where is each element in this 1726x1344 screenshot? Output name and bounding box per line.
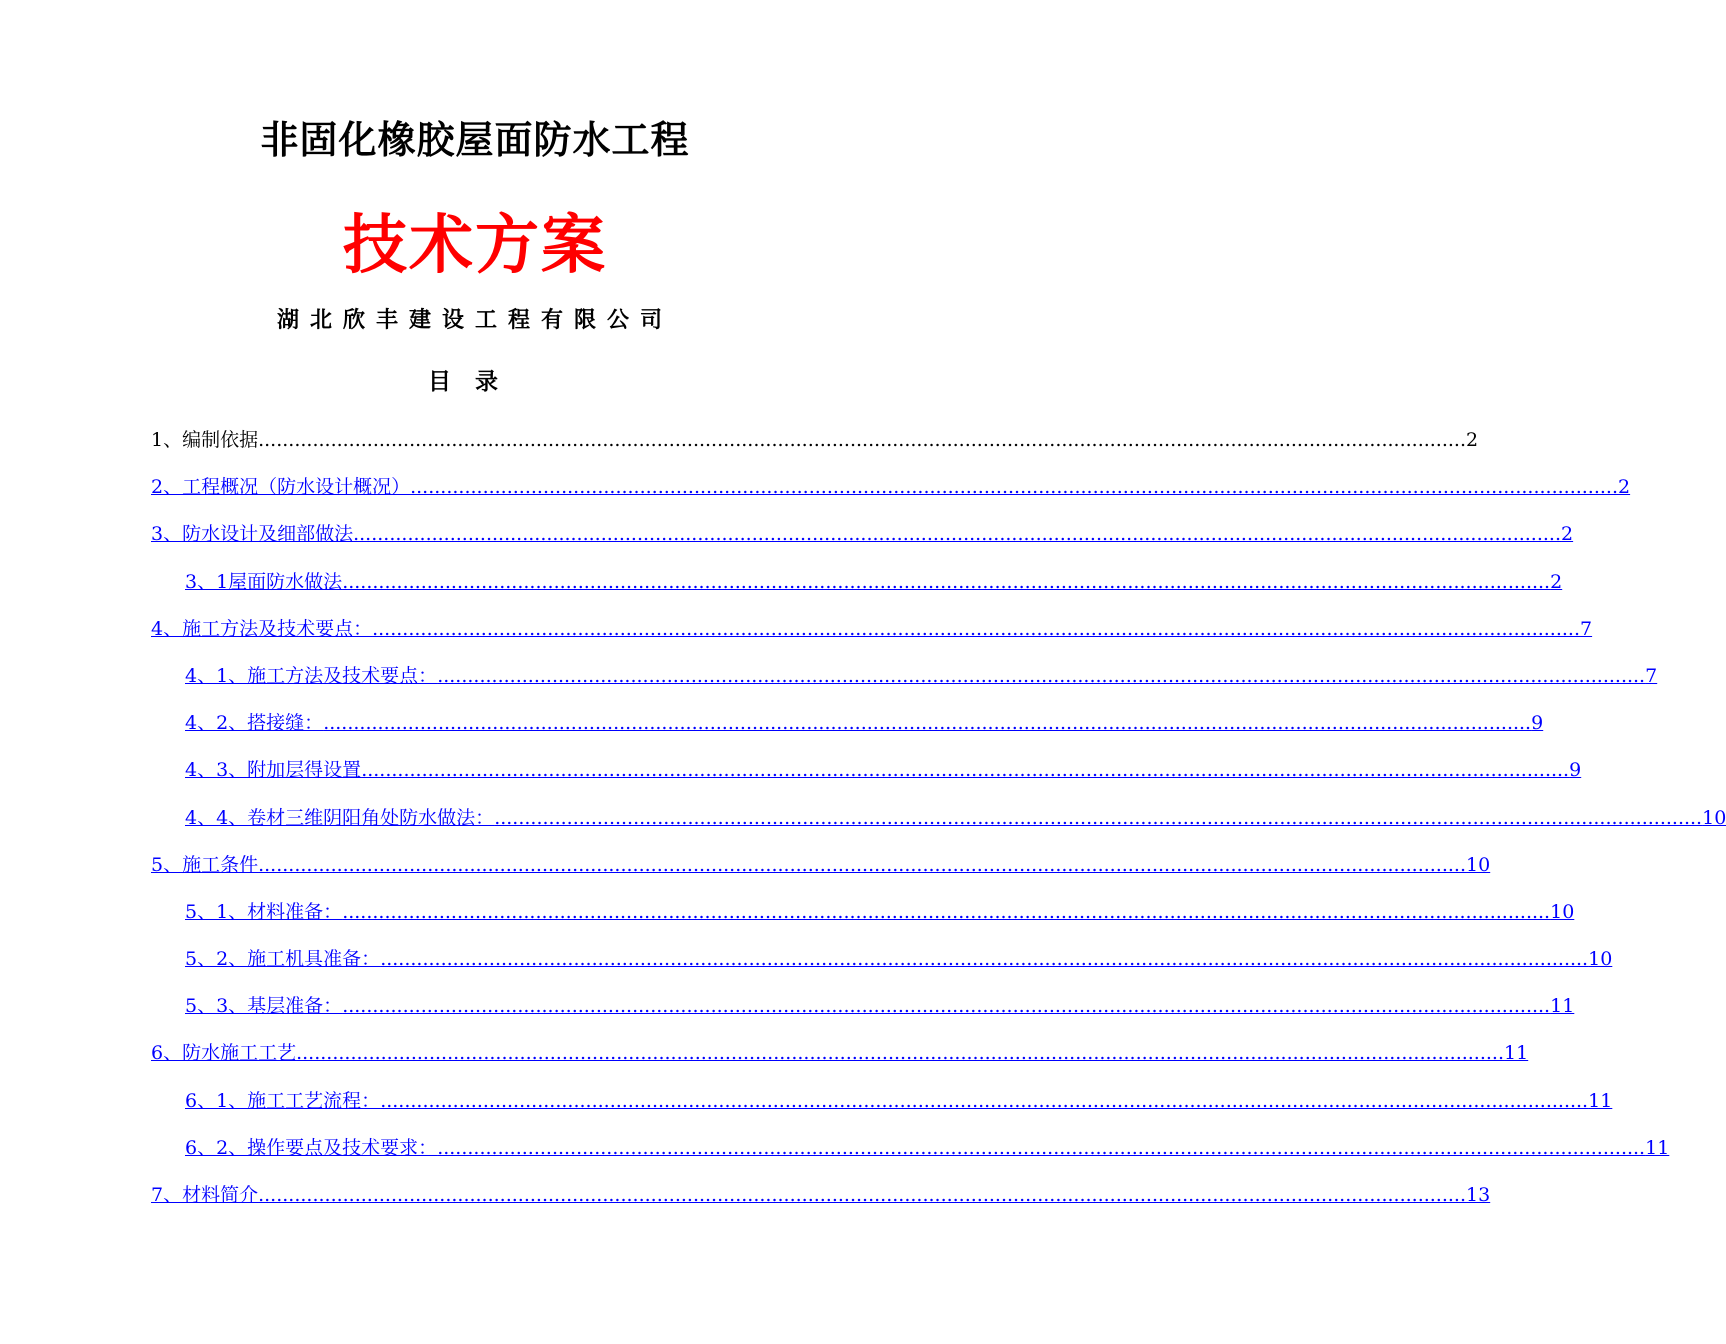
toc-entry-page-number: 2: [1550, 570, 1563, 593]
toc-entry-page-number: 10: [1466, 853, 1491, 876]
toc-dot-leader: ........................................................................................................................................................................................................: [258, 853, 1467, 876]
toc-entry[interactable]: [151, 801, 1726, 848]
toc-entry-page-number: 7: [1580, 617, 1593, 640]
toc-entry-label: 6、2、操作要点及技术要求：: [185, 1136, 438, 1159]
toc-dot-leader: ........................................................................................................................................................................................................: [437, 1136, 1646, 1159]
toc-heading: 目录: [428, 369, 522, 395]
toc-entry-label: 2、工程概况（防水设计概况）: [151, 476, 411, 499]
toc-dot-leader: ........................................................................................................................................................................................................: [380, 1089, 1589, 1112]
toc-dot-leader: ........................................................................................................................................................................................................: [258, 1184, 1467, 1206]
toc-dot-leader: ........................................................................................................................................................................................................: [410, 476, 1619, 499]
toc-entry[interactable]: [151, 706, 1544, 753]
toc-entry-page-number: 11: [1550, 995, 1575, 1018]
toc-dot-leader: ........................................................................................................................................................................................................: [353, 523, 1562, 546]
toc-entry[interactable]: [151, 989, 1575, 1036]
toc-dot-leader: ........................................................................................................................................................................................................: [342, 570, 1551, 593]
toc-entry-label: 7、材料简介: [151, 1184, 259, 1206]
toc-entry[interactable]: [151, 1036, 1529, 1083]
toc-dot-leader: ........................................................................................................................................................................................................: [323, 712, 1532, 735]
toc-entry-page-number: 2: [1618, 476, 1631, 499]
toc-entry-page-number: 10: [1702, 806, 1726, 829]
toc-dot-leader: ........................................................................................................................................................................................................: [258, 429, 1467, 451]
toc-entry-page-number: 13: [1466, 1184, 1491, 1206]
toc-entry-page-number: 2: [1561, 523, 1574, 546]
toc-entry-page-number: 10: [1550, 900, 1575, 923]
toc-entry[interactable]: [151, 1084, 1613, 1131]
company-name: 湖北欣丰建设工程有限公司: [276, 308, 673, 333]
toc-entry[interactable]: [151, 753, 1582, 800]
toc-dot-leader: ........................................................................................................................................................................................................: [361, 759, 1570, 782]
toc-entry-label: 5、3、基层准备：: [185, 995, 343, 1018]
toc-entry[interactable]: [151, 848, 1491, 895]
toc-entry[interactable]: [151, 1131, 1670, 1178]
toc-entry-label: 4、2、搭接缝：: [185, 712, 324, 735]
toc-entry[interactable]: [151, 1178, 1491, 1225]
toc-entry-label: 5、1、材料准备：: [185, 900, 343, 923]
toc-dot-leader: ........................................................................................................................................................................................................: [380, 948, 1589, 971]
toc-entry-page-number: 11: [1504, 1042, 1529, 1065]
toc-entry-label: 5、2、施工机具准备：: [185, 948, 381, 971]
toc-dot-leader: ........................................................................................................................................................................................................: [372, 617, 1581, 640]
toc-entry[interactable]: [151, 565, 1563, 612]
toc-entry[interactable]: [151, 659, 1658, 706]
table-of-contents: [151, 423, 1726, 1225]
toc-entry[interactable]: [151, 470, 1631, 517]
toc-dot-leader: ........................................................................................................................................................................................................: [437, 664, 1646, 687]
toc-entry-page-number: 2: [1466, 429, 1479, 451]
toc-dot-leader: ........................................................................................................................................................................................................: [342, 900, 1551, 923]
toc-entry[interactable]: [151, 895, 1575, 942]
toc-entry-label: 6、防水施工工艺: [151, 1042, 297, 1065]
toc-entry-label: 4、4、卷材三维阴阳角处防水做法：: [185, 806, 495, 829]
toc-entry[interactable]: [151, 517, 1574, 564]
toc-entry-label: 4、3、附加层得设置: [185, 759, 362, 782]
toc-entry-page-number: 9: [1531, 712, 1544, 735]
document-subtitle: 技术方案: [343, 208, 607, 283]
toc-dot-leader: ........................................................................................................................................................................................................: [494, 806, 1703, 829]
toc-entry-page-number: 9: [1569, 759, 1582, 782]
toc-dot-leader: ........................................................................................................................................................................................................: [342, 995, 1551, 1018]
toc-entry-page-number: 11: [1588, 1089, 1613, 1112]
toc-entry-label: 5、施工条件: [151, 853, 259, 876]
toc-dot-leader: ........................................................................................................................................................................................................: [296, 1042, 1505, 1065]
toc-entry-label: 4、施工方法及技术要点：: [151, 617, 373, 640]
toc-entry-label: 3、防水设计及细部做法: [151, 523, 354, 546]
toc-entry[interactable]: [151, 612, 1593, 659]
toc-entry-label: 3、1屋面防水做法: [185, 570, 343, 593]
toc-entry-page-number: 10: [1588, 948, 1613, 971]
toc-entry-label: 4、1、施工方法及技术要点：: [185, 664, 438, 687]
toc-entry[interactable]: [151, 942, 1613, 989]
toc-entry: [151, 423, 1479, 470]
toc-entry-page-number: 11: [1645, 1136, 1670, 1159]
document-title: 非固化橡胶屋面防水工程: [260, 118, 690, 162]
toc-entry-label: 6、1、施工工艺流程：: [185, 1089, 381, 1112]
toc-entry-page-number: 7: [1645, 664, 1658, 687]
toc-entry-label: 1、编制依据: [151, 429, 259, 451]
